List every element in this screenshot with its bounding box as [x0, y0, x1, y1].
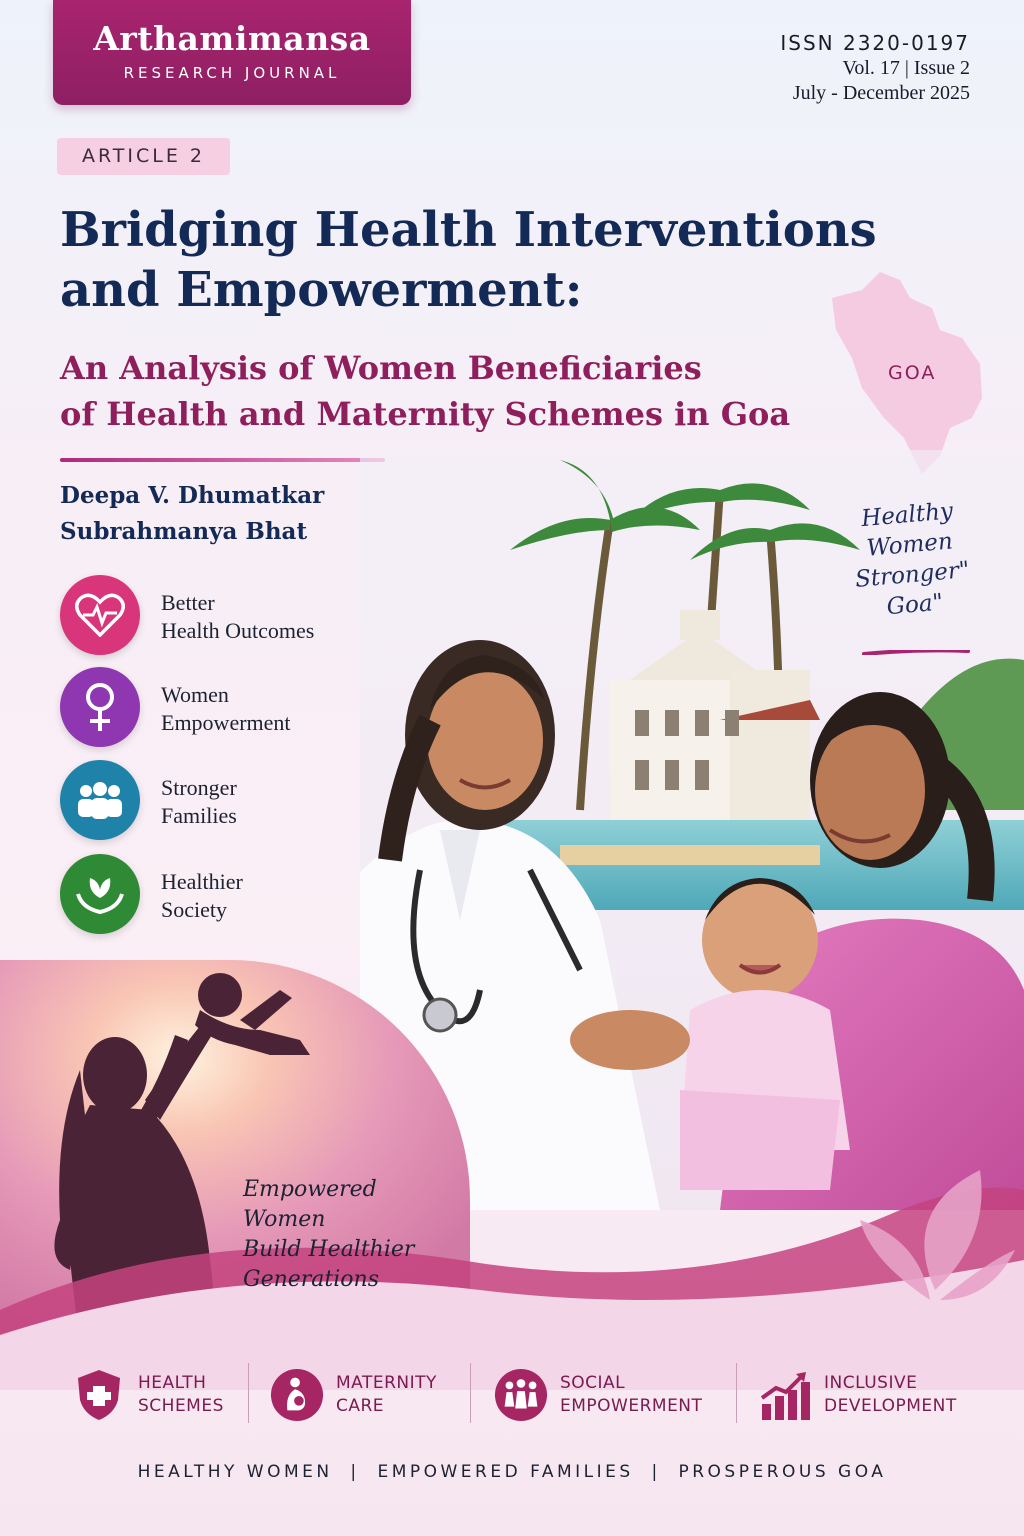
benefit-healthier-society	[60, 854, 390, 936]
journal-subtitle: RESEARCH JOURNAL	[123, 64, 341, 82]
slogan-line-1: Healthy	[860, 498, 954, 533]
mother-child-icon	[270, 1366, 324, 1424]
issue-info	[780, 30, 970, 106]
pillar-line-2: SCHEMES	[138, 1396, 224, 1416]
benefit-label	[161, 681, 381, 737]
pillar-line-1: SOCIAL	[560, 1373, 626, 1393]
pillar-separator	[736, 1363, 737, 1423]
author-1: Deepa V. Dhumatkar	[60, 482, 325, 509]
heart-pulse-icon	[60, 575, 140, 655]
author-2: Subrahmanya Bhat	[60, 518, 308, 545]
authors	[60, 478, 324, 550]
pillar-separator	[470, 1363, 471, 1423]
benefit-stronger-families	[60, 760, 390, 842]
people-group-icon	[494, 1366, 548, 1424]
benefit-line-1: Healthier	[161, 869, 243, 894]
theme-pillars	[0, 1355, 1024, 1440]
benefit-line-1: Stronger	[161, 775, 237, 800]
journal-masthead	[53, 0, 411, 105]
benefit-line-2: Society	[161, 897, 227, 922]
benefit-line-1: Women	[161, 682, 229, 707]
caption-line-4: Generations	[243, 1267, 379, 1292]
family-group-icon	[60, 760, 140, 840]
hands-plant-icon	[60, 854, 140, 934]
pillar-line-1: MATERNITY	[336, 1373, 437, 1393]
growth-chart-icon	[758, 1366, 812, 1424]
slogan-underline	[862, 650, 970, 655]
benefit-line-1: Better	[161, 590, 215, 615]
empowered-women-caption	[243, 1175, 414, 1295]
slogan-line-3: Stronger"	[854, 557, 971, 593]
pillar-maternity-care	[270, 1355, 437, 1435]
benefit-line-2: Empowerment	[161, 710, 291, 735]
benefit-label	[161, 774, 381, 830]
slogan-line-2: Women	[865, 528, 954, 562]
title-divider	[60, 458, 385, 462]
goa-map-label: GOA	[888, 362, 937, 384]
handwritten-slogan	[841, 495, 981, 626]
benefit-label	[161, 868, 381, 924]
pillar-line-1: HEALTH	[138, 1373, 207, 1393]
title-line-2: and Empowerment:	[60, 262, 583, 318]
female-symbol-icon	[60, 667, 140, 747]
pillar-line-2: DEVELOPMENT	[824, 1396, 957, 1416]
pillar-line-2: CARE	[336, 1396, 385, 1416]
decorative-wave-band	[0, 1150, 1024, 1390]
issn: ISSN 2320-0197	[780, 31, 970, 55]
caption-line-3: Build Healthier	[243, 1237, 415, 1262]
title-line-1: Bridging Health Interventions	[60, 202, 877, 258]
benefit-label	[161, 589, 381, 645]
volume-issue: Vol. 17 | Issue 2	[842, 57, 970, 79]
issue-date: July - December 2025	[792, 82, 970, 104]
pillar-separator	[248, 1363, 249, 1423]
footer-tagline: HEALTHY WOMEN | EMPOWERED FAMILIES | PROSPEROUS GOA	[137, 1462, 887, 1482]
slogan-line-4: Goa"	[885, 589, 945, 621]
journal-name: Arthamimansa	[93, 19, 371, 58]
pillar-line-2: EMPOWERMENT	[560, 1396, 703, 1416]
article-subtitle	[60, 345, 860, 437]
subtitle-line-2: of Health and Maternity Schemes in Goa	[60, 395, 791, 433]
subtitle-line-1: An Analysis of Women Beneficiaries	[60, 349, 702, 387]
benefit-line-2: Families	[161, 803, 237, 828]
caption-line-1: Empowered	[243, 1177, 377, 1202]
pillar-line-1: INCLUSIVE	[824, 1373, 918, 1393]
benefit-women-empowerment	[60, 667, 390, 749]
article-tag: ARTICLE 2	[57, 138, 230, 175]
pillar-inclusive-development	[758, 1355, 957, 1435]
benefit-line-2: Health Outcomes	[161, 618, 315, 643]
benefit-health-outcomes	[60, 575, 390, 657]
shield-cross-icon	[72, 1366, 126, 1424]
pillar-health-schemes	[72, 1355, 224, 1435]
pillar-social-empowerment	[494, 1355, 702, 1435]
caption-line-2: Women	[243, 1207, 326, 1232]
